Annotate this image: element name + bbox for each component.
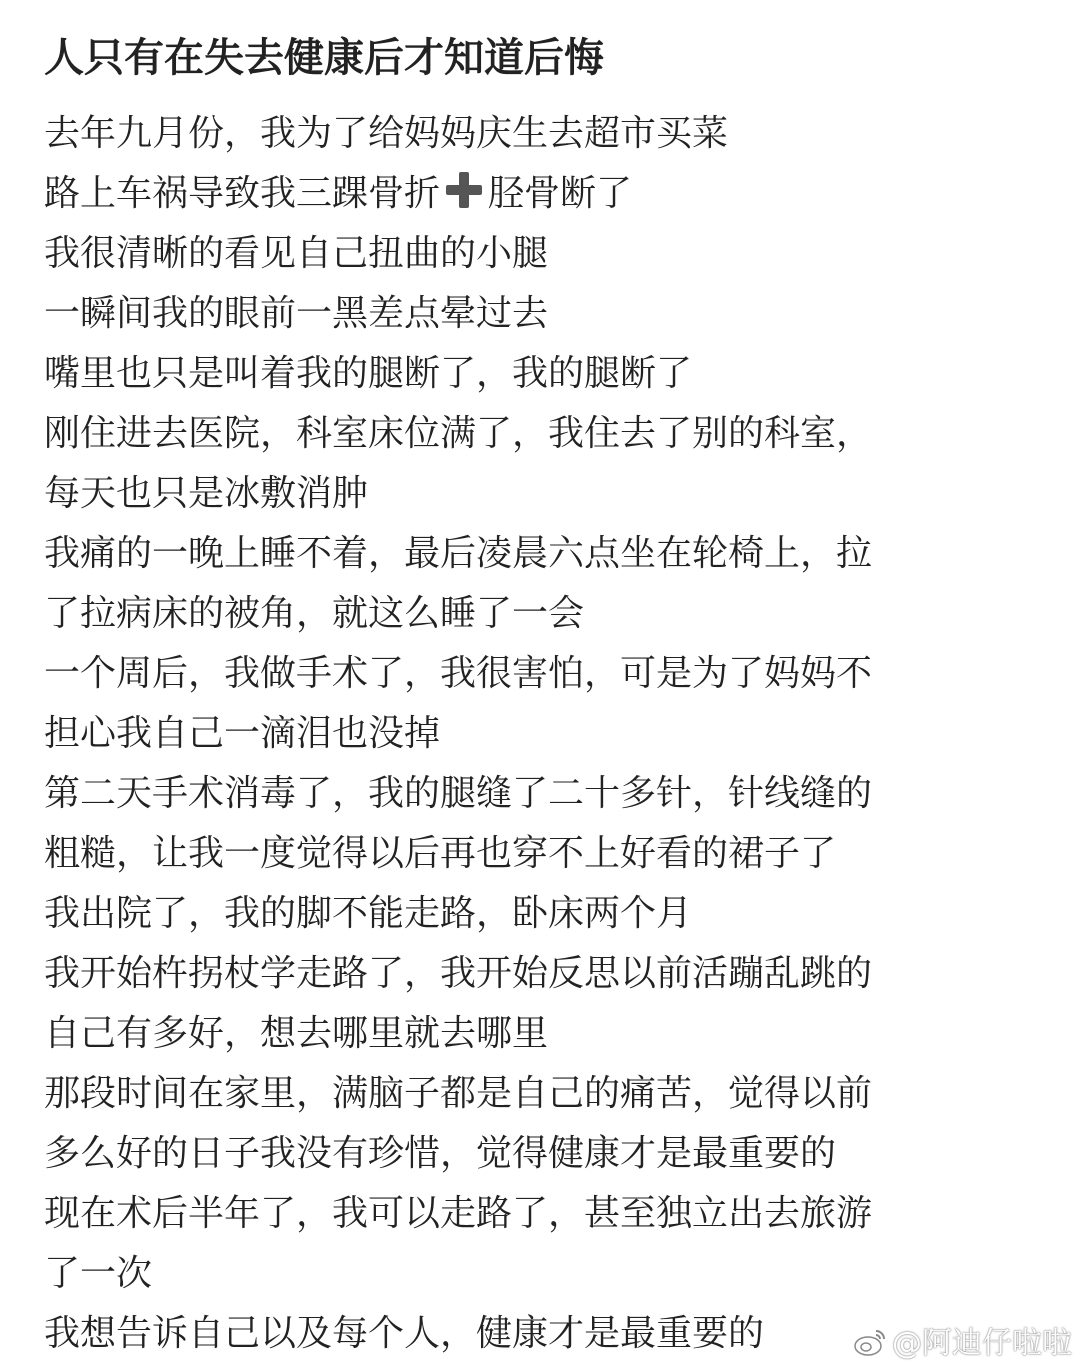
text-line-13: 粗糙，让我一度觉得以后再也穿不上好看的裙子了 bbox=[44, 833, 837, 874]
text-line-21: 我想告诉自己以及每个人，健康才是最重要的 bbox=[44, 1313, 765, 1354]
text-line-9: 了拉病床的被角，就这么睡了一会 bbox=[44, 593, 585, 634]
text-line-2-start: 路上车祸导致我三踝骨折 bbox=[44, 173, 441, 214]
post-body bbox=[44, 104, 1044, 1364]
text-line-7: 每天也只是冰敷消肿 bbox=[44, 473, 369, 514]
text-line-16: 自己有多好，想去哪里就去哪里 bbox=[44, 1013, 549, 1054]
text-line-2-end: 胫骨断了 bbox=[488, 173, 633, 214]
plus-emoji-icon bbox=[442, 168, 486, 212]
text-line-3: 我很清晰的看见自己扭曲的小腿 bbox=[44, 233, 549, 274]
text-line-5: 嘴里也只是叫着我的腿断了，我的腿断了 bbox=[44, 353, 693, 394]
text-line-19: 现在术后半年了，我可以走路了，甚至独立出去旅游 bbox=[44, 1193, 873, 1234]
text-line-8: 我痛的一晚上睡不着，最后凌晨六点坐在轮椅上，拉 bbox=[44, 533, 873, 574]
text-line-17: 那段时间在家里，满脑子都是自己的痛苦，觉得以前 bbox=[44, 1073, 873, 1114]
post-title: 人只有在失去健康后才知道后悔 bbox=[44, 35, 604, 81]
weibo-logo-icon bbox=[852, 1325, 888, 1361]
text-line-11: 担心我自己一滴泪也没掉 bbox=[44, 713, 441, 754]
watermark-text: @阿迪仔啦啦 bbox=[892, 1326, 1072, 1361]
text-line-6: 刚住进去医院，科室床位满了，我住去了别的科室， bbox=[44, 413, 873, 454]
text-line-12: 第二天手术消毒了，我的腿缝了二十多针，针线缝的 bbox=[44, 773, 873, 814]
text-line-1: 去年九月份，我为了给妈妈庆生去超市买菜 bbox=[44, 113, 729, 154]
watermark bbox=[852, 1324, 1072, 1364]
text-line-4: 一瞬间我的眼前一黑差点晕过去 bbox=[44, 293, 549, 334]
text-line-2 bbox=[44, 164, 1044, 224]
text-line-20: 了一次 bbox=[44, 1253, 153, 1294]
text-line-15: 我开始杵拐杖学走路了，我开始反思以前活蹦乱跳的 bbox=[44, 953, 873, 994]
text-line-10: 一个周后，我做手术了，我很害怕，可是为了妈妈不 bbox=[44, 653, 873, 694]
text-line-14: 我出院了，我的脚不能走路，卧床两个月 bbox=[44, 893, 693, 934]
text-line-18: 多么好的日子我没有珍惜，觉得健康才是最重要的 bbox=[44, 1133, 837, 1174]
